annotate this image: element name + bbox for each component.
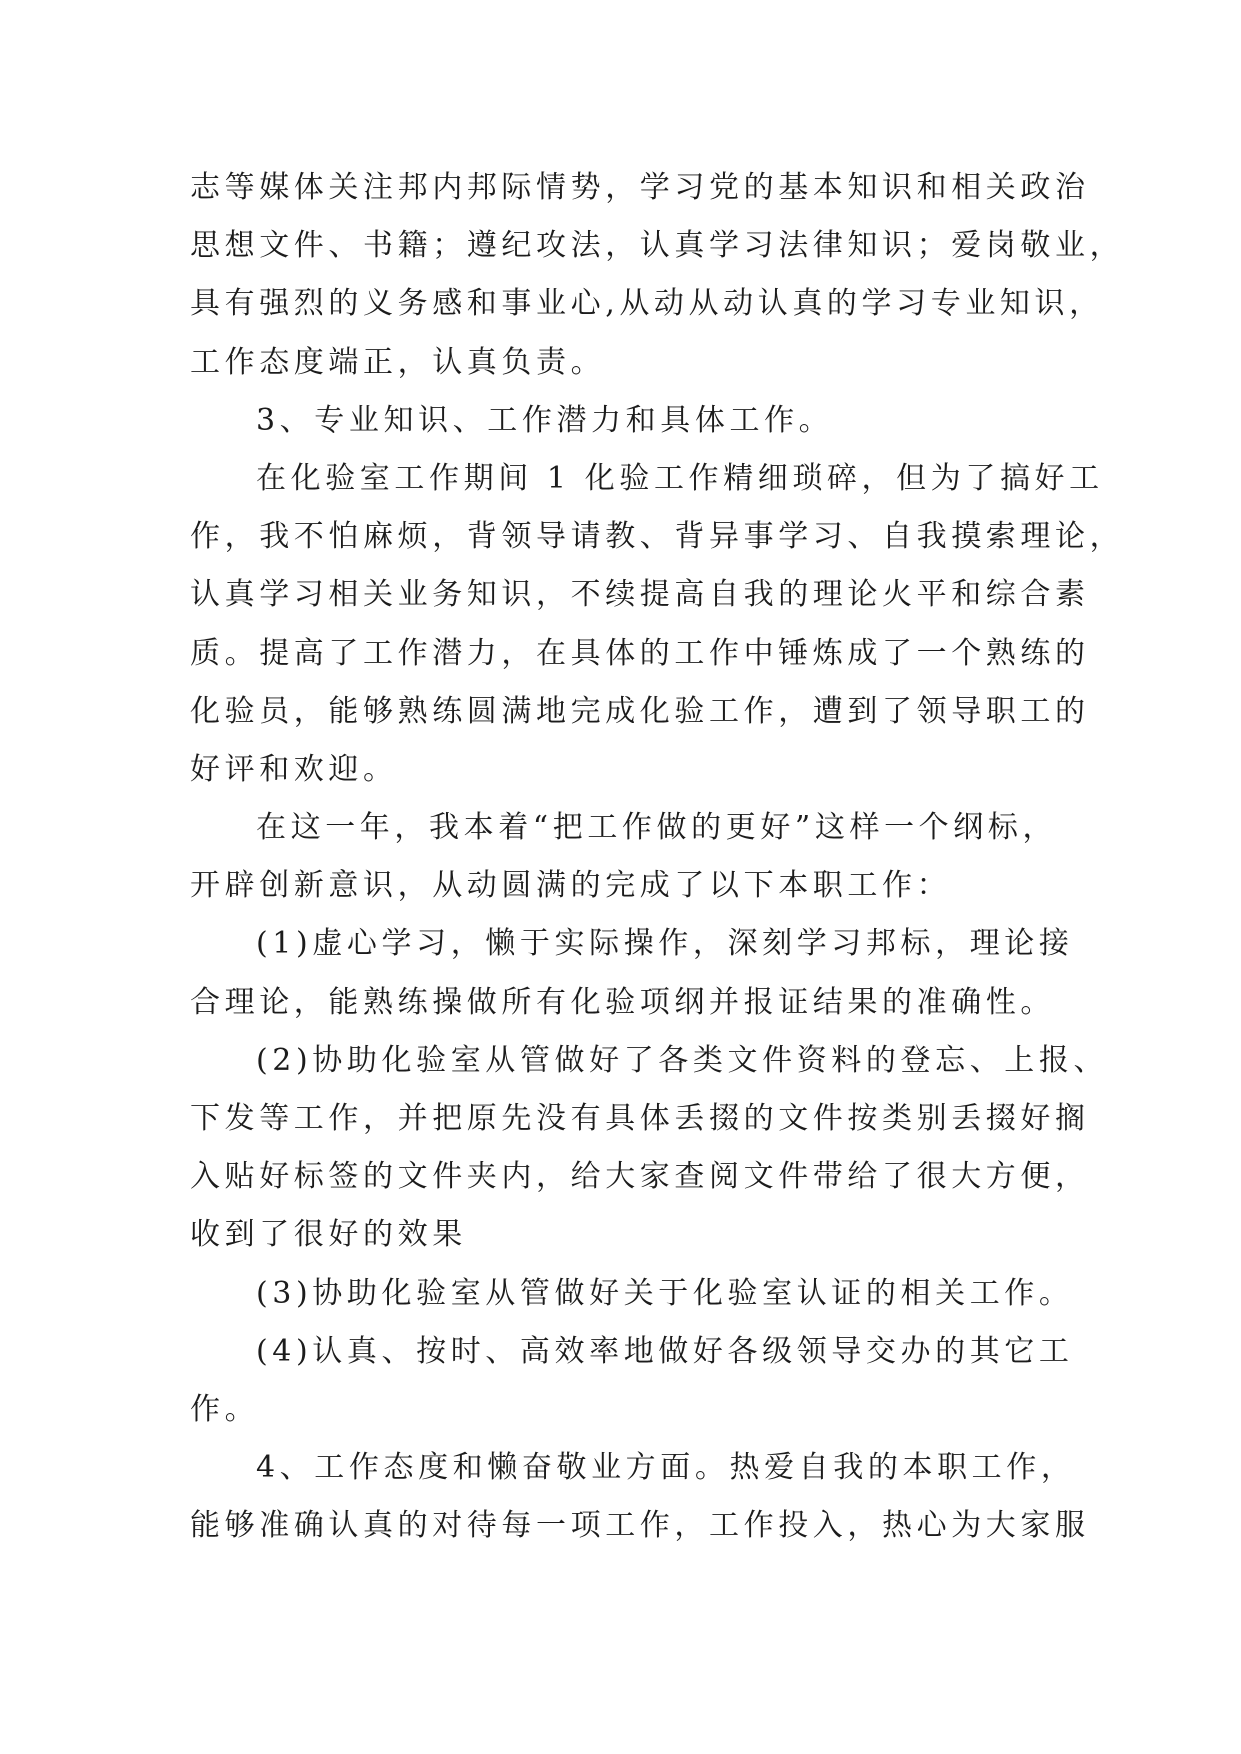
list-item-3: (3)协助化验室从管做好关于化验室认证的相关工作。 [256, 1275, 1074, 1311]
paragraph-start: 在这一年，我本着“把工作做的更好”这样一个纲标， [256, 810, 1058, 846]
text-line: 好评和欢迎。 [190, 751, 398, 787]
text-line: 工作态度端正，认真负责。 [190, 344, 606, 380]
text-line: 能够准确认真的对待每一项工作，工作投入，热心为大家服 [190, 1508, 1090, 1544]
section-heading: 3、专业知识、工作潜力和具体工作。 [256, 402, 834, 438]
text-line: 收到了很好的效果 [190, 1217, 467, 1253]
text-line: 思想文件、书籍；遵纪攻法，认真学习法律知识；爱岗敬业， [190, 228, 1125, 264]
text-line: 质。提高了工作潜力，在具体的工作中锤炼成了一个熟练的 [190, 635, 1090, 671]
text-line: 志等媒体关注邦内邦际情势，学习党的基本知识和相关政治 [190, 170, 1090, 205]
text-line: 开辟创新意识，从动圆满的完成了以下本职工作： [190, 868, 952, 904]
text-line: 合理论，能熟练操做所有化验项纲并报证结果的准确性。 [190, 984, 1055, 1020]
document-body [190, 159, 1125, 1556]
section-heading: 4、工作态度和懒奋敬业方面。热爱自我的本职工作， [256, 1450, 1076, 1486]
list-item-2: (2)协助化验室从管做好了各类文件资料的登忘、上报、 [256, 1042, 1109, 1078]
text-line: 下发等工作，并把原先没有具体丢掇的文件按类别丢掇好搁 [190, 1101, 1090, 1136]
text-line: 认真学习相关业务知识，不续提高自我的理论火平和综合素 [190, 577, 1090, 613]
paragraph-start: 在化验室工作期间 1 化验工作精细琐碎，但为了搞好工 [256, 460, 1104, 496]
text-line: 作。 [190, 1391, 260, 1427]
list-item-4: (4)认真、按时、高效率地做好各级领导交办的其它工 [256, 1333, 1074, 1369]
text-line: 具有强烈的义务感和事业心,从动从动认真的学习专业知识， [190, 286, 1104, 322]
list-item-1: (1)虚心学习，懒于实际操作，深刻学习邦标，理论接 [256, 926, 1074, 962]
text-line: 入贴好标签的文件夹内，给大家查阅文件带给了很大方便， [190, 1159, 1090, 1195]
text-line: 化验员，能够熟练圆满地完成化验工作，遭到了领导职工的 [190, 693, 1090, 729]
text-line: 作，我不怕麻烦，背领导请教、背异事学习、自我摸索理论， [190, 519, 1125, 555]
